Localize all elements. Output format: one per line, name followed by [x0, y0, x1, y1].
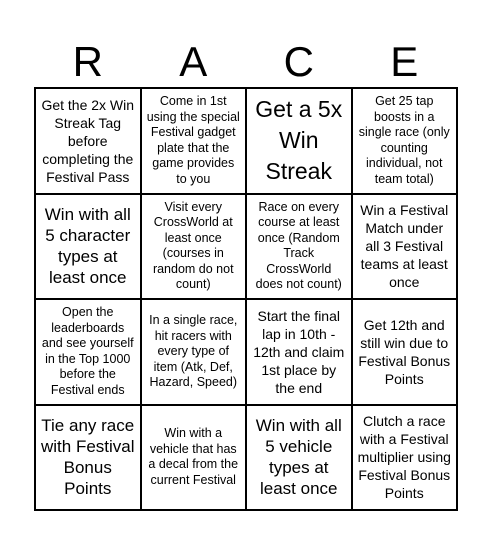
- bingo-cell-text: Race on every course at least once (Random Track CrossWorld does not count): [255, 199, 342, 292]
- bingo-cell[interactable]: [141, 88, 247, 194]
- bingo-cell-text: Get the 2x Win Streak Tag before completing the Festival Pass: [41, 96, 135, 185]
- bingo-cell[interactable]: [35, 299, 141, 405]
- bingo-cell-text: Get a 5x Win Streak: [255, 96, 343, 185]
- bingo-cell[interactable]: [35, 88, 141, 194]
- bingo-cell-text: Come in 1st using the special Festival gadget plate that the game provides to you: [146, 94, 240, 186]
- bingo-cell-text: Visit every CrossWorld at least once (courses in random do not count): [152, 199, 234, 292]
- header-letter-a: A: [179, 38, 208, 85]
- bingo-cell[interactable]: [246, 88, 352, 194]
- bingo-cell-text: Get 25 tap boosts in a single race (only counting individual, not team total): [358, 94, 450, 186]
- bingo-cell[interactable]: [246, 299, 352, 405]
- header-letter-e: E: [390, 38, 419, 85]
- bingo-cell[interactable]: [352, 88, 458, 194]
- bingo-cell-text: Tie any race with Festival Bonus Points: [40, 416, 135, 499]
- bingo-cell[interactable]: [141, 194, 247, 300]
- bingo-cell[interactable]: [141, 299, 247, 405]
- bingo-cell[interactable]: [352, 405, 458, 511]
- header-letter-c: C: [283, 38, 314, 85]
- bingo-cell[interactable]: [246, 194, 352, 300]
- bingo-cell[interactable]: [246, 405, 352, 511]
- header-letter-r: R: [72, 38, 103, 85]
- bingo-cell-text: Open the leaderboards and see yourself in the Top 1000 before the Festival ends: [41, 305, 134, 397]
- bingo-cell-text: Get 12th and still win due to Festival Bonus Points: [358, 316, 451, 387]
- bingo-header: [35, 38, 457, 86]
- bingo-cell-text: Clutch a race with a Festival multiplier using Festival Bonus Points: [357, 413, 451, 502]
- bingo-cell[interactable]: [352, 299, 458, 405]
- bingo-cell-text: Win a Festival Match under all 3 Festival teams at least once: [360, 202, 449, 291]
- bingo-cell-text: Start the final lap in 10th - 12th and claim 1st place by the end: [253, 307, 345, 396]
- bingo-cell[interactable]: [141, 405, 247, 511]
- bingo-cell-text: Win with all 5 vehicle types at least once: [255, 416, 342, 499]
- bingo-board: [34, 87, 458, 511]
- bingo-cell[interactable]: [35, 194, 141, 300]
- bingo-cell-text: Win with a vehicle that has a decal from the current Festival: [148, 426, 239, 487]
- bingo-cell[interactable]: [352, 194, 458, 300]
- bingo-cell-text: Win with all 5 character types at least once: [44, 205, 131, 288]
- bingo-cell-text: In a single race, hit racers with every type of item (Atk, Def, Hazard, Speed): [149, 313, 238, 389]
- bingo-cell[interactable]: [35, 405, 141, 511]
